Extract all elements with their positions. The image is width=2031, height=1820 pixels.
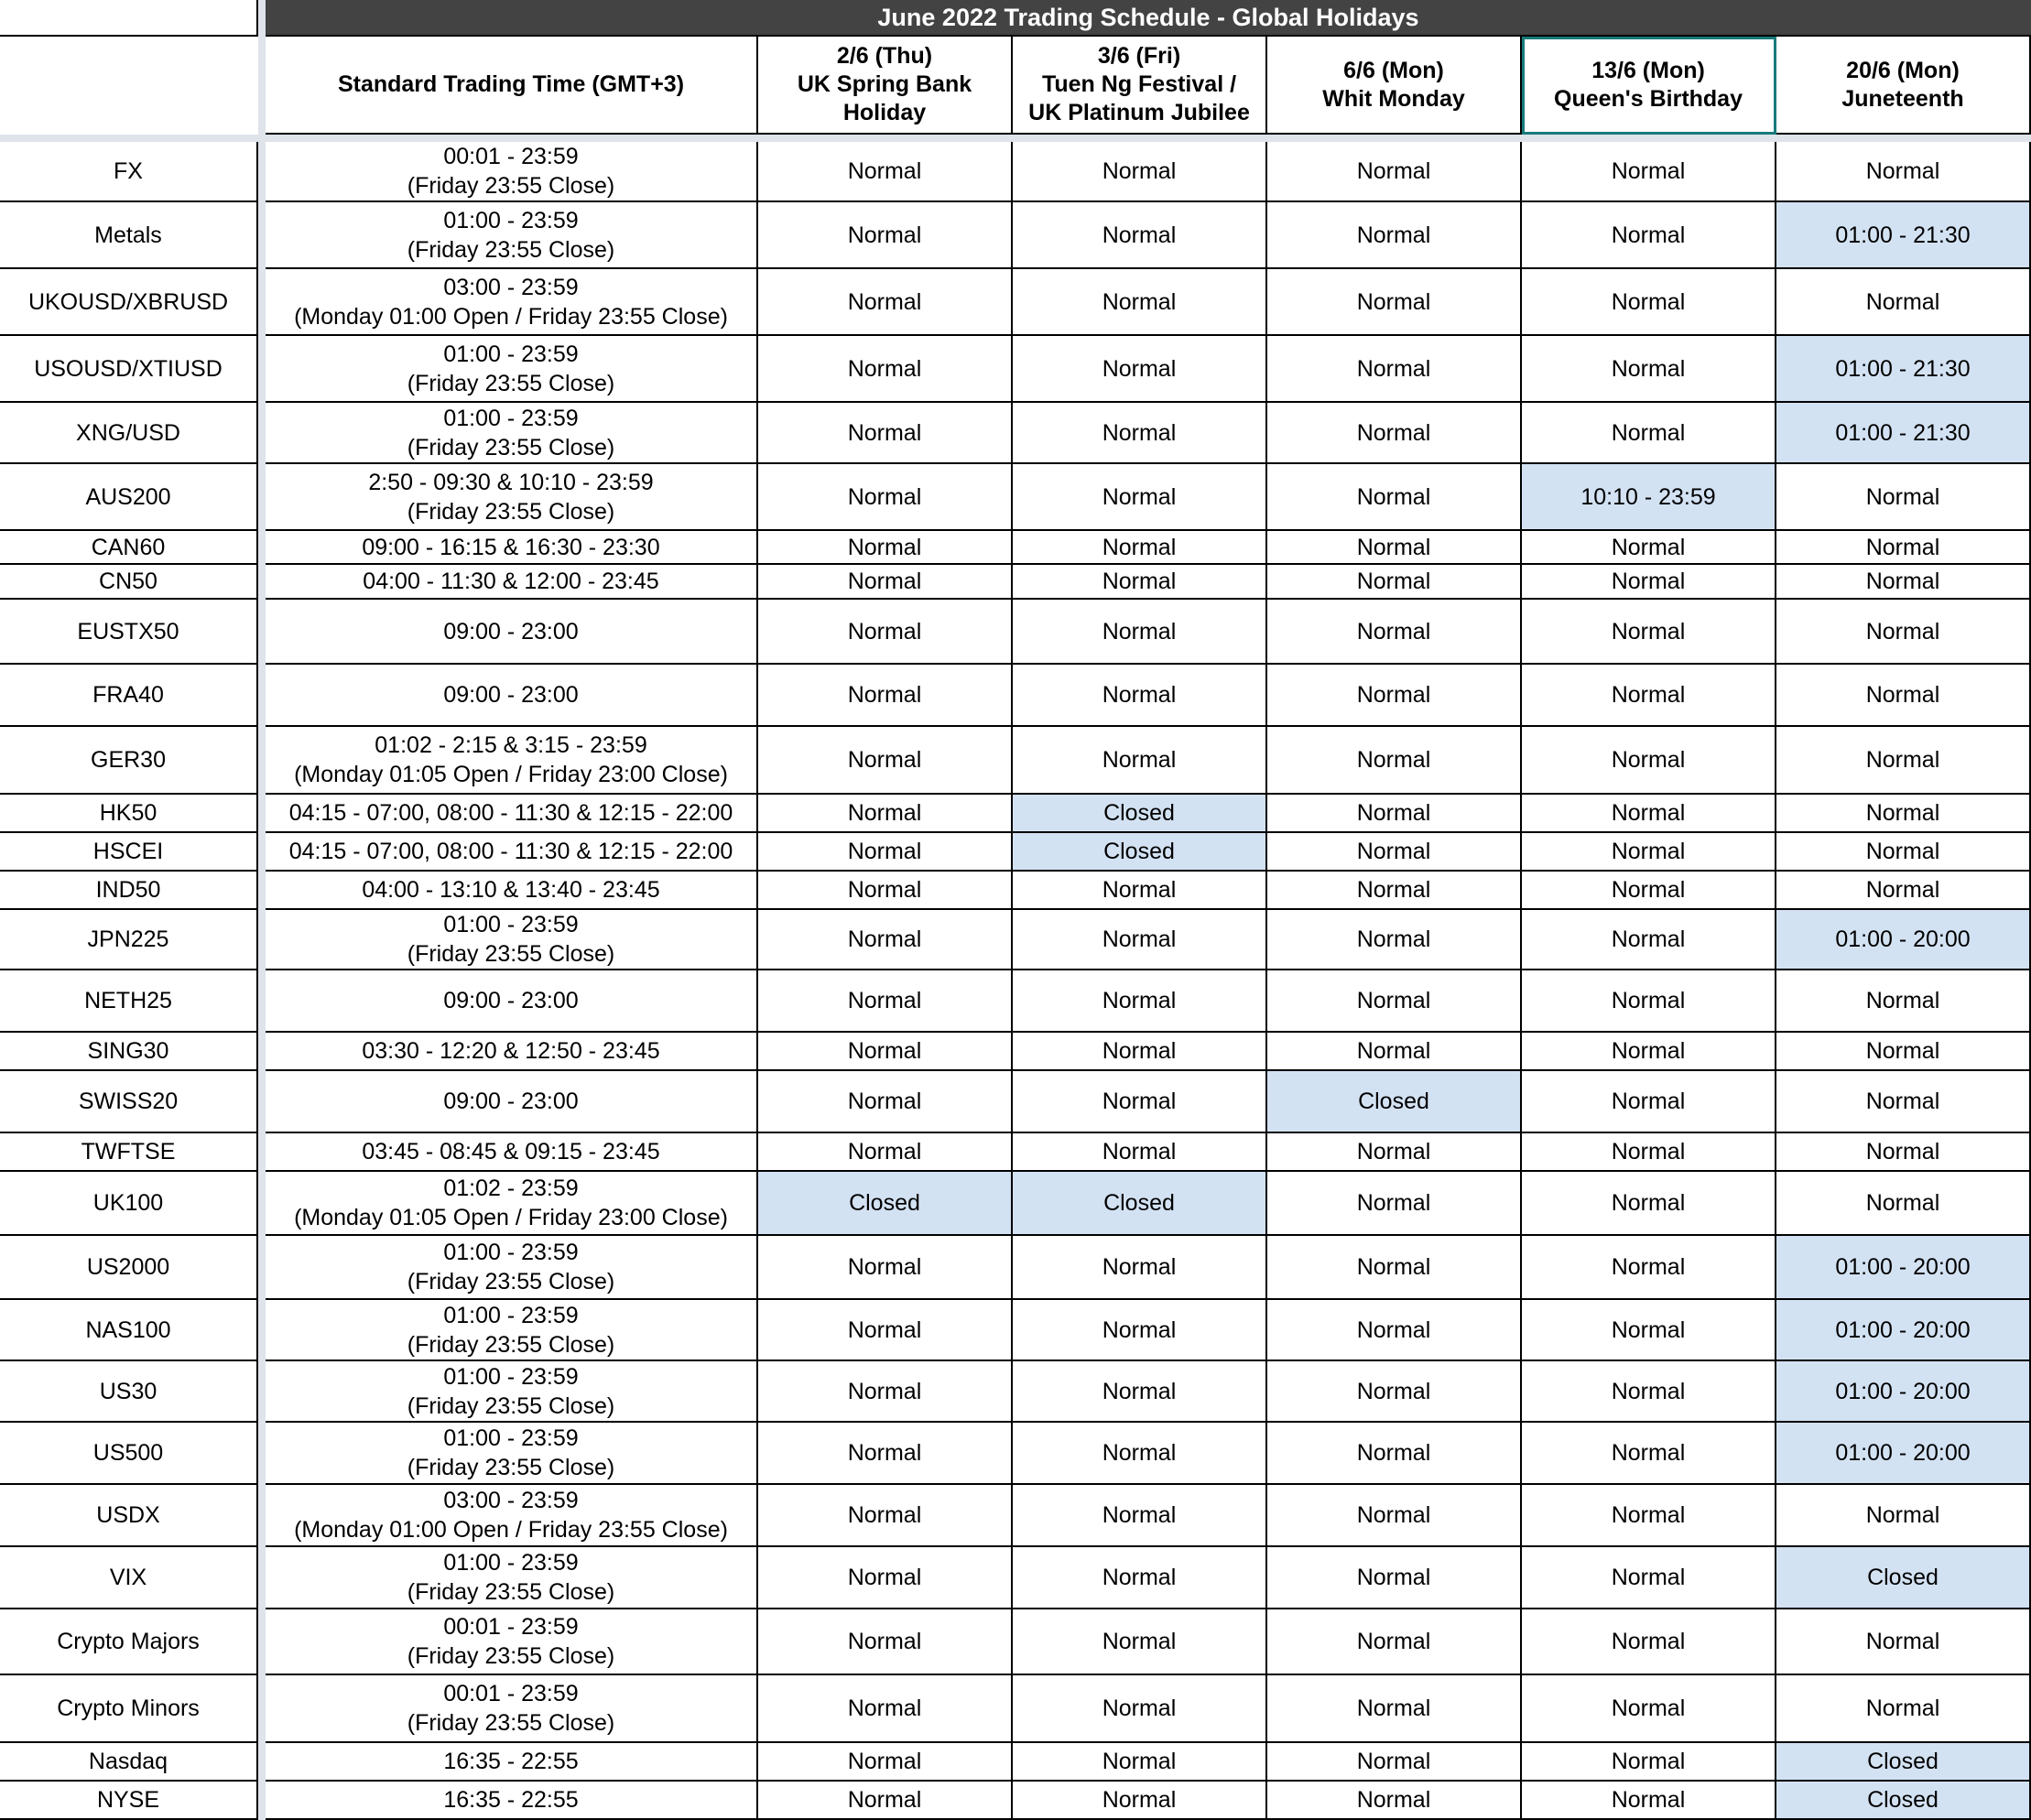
holiday-status-cell[interactable]: Normal bbox=[1267, 1675, 1522, 1743]
standard-time-cell[interactable]: 00:01 - 23:59 (Friday 23:55 Close) bbox=[266, 1609, 758, 1675]
holiday-status-cell[interactable]: Normal bbox=[1013, 202, 1267, 269]
holiday-status-cell[interactable]: Normal bbox=[758, 1782, 1013, 1820]
holiday-status-cell[interactable]: Normal bbox=[758, 1423, 1013, 1485]
holiday-status-cell[interactable]: Normal bbox=[1776, 531, 2031, 565]
holiday-status-cell[interactable]: Normal bbox=[1267, 1609, 1522, 1675]
holiday-status-cell[interactable]: Normal bbox=[1522, 336, 1776, 403]
holiday-status-cell[interactable]: Normal bbox=[758, 910, 1013, 970]
holiday-status-cell[interactable]: Normal bbox=[1522, 727, 1776, 795]
holiday-status-cell[interactable]: Normal bbox=[1267, 872, 1522, 910]
holiday-status-cell[interactable]: Normal bbox=[1776, 1133, 2031, 1172]
holiday-status-cell[interactable]: Normal bbox=[1522, 142, 1776, 202]
holiday-status-cell[interactable]: Normal bbox=[1013, 269, 1267, 336]
holiday-status-cell[interactable]: 01:00 - 20:00 bbox=[1776, 910, 2031, 970]
standard-time-cell[interactable]: 01:00 - 23:59 (Friday 23:55 Close) bbox=[266, 1236, 758, 1300]
holiday-status-cell[interactable]: Normal bbox=[758, 1071, 1013, 1133]
holiday-status-cell[interactable]: Normal bbox=[758, 833, 1013, 872]
holiday-status-cell[interactable]: Normal bbox=[1776, 600, 2031, 665]
holiday-status-cell[interactable]: Normal bbox=[1522, 1236, 1776, 1300]
holiday-status-cell[interactable]: Normal bbox=[1267, 1485, 1522, 1547]
holiday-status-cell[interactable]: Normal bbox=[758, 795, 1013, 833]
standard-time-cell[interactable]: 01:00 - 23:59 (Friday 23:55 Close) bbox=[266, 336, 758, 403]
holiday-status-cell[interactable]: Normal bbox=[758, 970, 1013, 1033]
column-header[interactable]: 6/6 (Mon) Whit Monday bbox=[1267, 37, 1522, 135]
holiday-status-cell[interactable]: 01:00 - 20:00 bbox=[1776, 1361, 2031, 1423]
holiday-status-cell[interactable]: Normal bbox=[1267, 1782, 1522, 1820]
holiday-status-cell[interactable]: Normal bbox=[1267, 665, 1522, 727]
standard-time-cell[interactable]: 2:50 - 09:30 & 10:10 - 23:59 (Friday 23:55 Close) bbox=[266, 464, 758, 531]
instrument-cell[interactable]: EUSTX50 bbox=[0, 600, 258, 665]
instrument-cell[interactable]: CN50 bbox=[0, 565, 258, 600]
holiday-status-cell[interactable]: Normal bbox=[1013, 336, 1267, 403]
standard-time-cell[interactable]: 01:00 - 23:59 (Friday 23:55 Close) bbox=[266, 1361, 758, 1423]
holiday-status-cell[interactable]: Normal bbox=[1267, 1423, 1522, 1485]
holiday-status-cell[interactable]: Normal bbox=[1522, 531, 1776, 565]
page-title[interactable]: June 2022 Trading Schedule - Global Holidays bbox=[266, 0, 2031, 37]
instrument-cell[interactable]: Crypto Minors bbox=[0, 1675, 258, 1743]
holiday-status-cell[interactable]: Normal bbox=[1267, 1547, 1522, 1609]
holiday-status-cell[interactable]: Normal bbox=[758, 1133, 1013, 1172]
holiday-status-cell[interactable]: Normal bbox=[1013, 464, 1267, 531]
holiday-status-cell[interactable]: Normal bbox=[1013, 665, 1267, 727]
holiday-status-cell[interactable]: Normal bbox=[1522, 833, 1776, 872]
holiday-status-cell[interactable]: Normal bbox=[1522, 269, 1776, 336]
holiday-status-cell[interactable]: Normal bbox=[1522, 1033, 1776, 1071]
holiday-status-cell[interactable]: Normal bbox=[1013, 1361, 1267, 1423]
holiday-status-cell[interactable]: Normal bbox=[1013, 910, 1267, 970]
holiday-status-cell[interactable]: Normal bbox=[1013, 1423, 1267, 1485]
instrument-cell[interactable]: USDX bbox=[0, 1485, 258, 1547]
holiday-status-cell[interactable]: Normal bbox=[1267, 1361, 1522, 1423]
holiday-status-cell[interactable]: 10:10 - 23:59 bbox=[1522, 464, 1776, 531]
instrument-cell[interactable]: JPN225 bbox=[0, 910, 258, 970]
holiday-status-cell[interactable]: Normal bbox=[1013, 727, 1267, 795]
holiday-status-cell[interactable]: Normal bbox=[1522, 1547, 1776, 1609]
holiday-status-cell[interactable]: Normal bbox=[1776, 1033, 2031, 1071]
instrument-cell[interactable]: NAS100 bbox=[0, 1300, 258, 1361]
holiday-status-cell[interactable]: Normal bbox=[758, 600, 1013, 665]
instrument-cell[interactable]: TWFTSE bbox=[0, 1133, 258, 1172]
instrument-cell[interactable]: NETH25 bbox=[0, 970, 258, 1033]
holiday-status-cell[interactable]: Normal bbox=[1522, 1485, 1776, 1547]
holiday-status-cell[interactable]: Normal bbox=[1267, 142, 1522, 202]
holiday-status-cell[interactable]: Normal bbox=[1522, 1609, 1776, 1675]
holiday-status-cell[interactable]: Normal bbox=[1267, 565, 1522, 600]
holiday-status-cell[interactable]: Normal bbox=[1522, 1133, 1776, 1172]
instrument-cell[interactable]: AUS200 bbox=[0, 464, 258, 531]
standard-time-cell[interactable]: 01:00 - 23:59 (Friday 23:55 Close) bbox=[266, 202, 758, 269]
holiday-status-cell[interactable]: Normal bbox=[758, 872, 1013, 910]
standard-time-cell[interactable]: 04:00 - 11:30 & 12:00 - 23:45 bbox=[266, 565, 758, 600]
holiday-status-cell[interactable]: Normal bbox=[1267, 1300, 1522, 1361]
holiday-status-cell[interactable]: Normal bbox=[1522, 1782, 1776, 1820]
instrument-cell[interactable]: US500 bbox=[0, 1423, 258, 1485]
holiday-status-cell[interactable]: Normal bbox=[1522, 1361, 1776, 1423]
holiday-status-cell[interactable]: Closed bbox=[1776, 1743, 2031, 1782]
holiday-status-cell[interactable]: Normal bbox=[1013, 1675, 1267, 1743]
standard-time-cell[interactable]: 01:02 - 23:59 (Monday 01:05 Open / Friday 23:00 Close) bbox=[266, 1172, 758, 1236]
holiday-status-cell[interactable]: Normal bbox=[1776, 727, 2031, 795]
holiday-status-cell[interactable]: Closed bbox=[1013, 833, 1267, 872]
holiday-status-cell[interactable]: Normal bbox=[1522, 970, 1776, 1033]
holiday-status-cell[interactable]: Normal bbox=[1267, 336, 1522, 403]
standard-time-cell[interactable]: 01:02 - 2:15 & 3:15 - 23:59 (Monday 01:05 Open / Friday 23:00 Close) bbox=[266, 727, 758, 795]
holiday-status-cell[interactable]: Normal bbox=[1267, 600, 1522, 665]
holiday-status-cell[interactable]: Normal bbox=[1522, 600, 1776, 665]
holiday-status-cell[interactable]: Normal bbox=[1267, 269, 1522, 336]
standard-time-cell[interactable]: 01:00 - 23:59 (Friday 23:55 Close) bbox=[266, 1423, 758, 1485]
holiday-status-cell[interactable]: Normal bbox=[758, 202, 1013, 269]
holiday-status-cell[interactable]: Closed bbox=[1013, 795, 1267, 833]
holiday-status-cell[interactable]: Normal bbox=[1013, 1300, 1267, 1361]
holiday-status-cell[interactable]: Normal bbox=[1522, 565, 1776, 600]
holiday-status-cell[interactable]: Normal bbox=[1522, 1423, 1776, 1485]
instrument-cell[interactable]: SING30 bbox=[0, 1033, 258, 1071]
holiday-status-cell[interactable]: Normal bbox=[1013, 1782, 1267, 1820]
holiday-status-cell[interactable]: Normal bbox=[1522, 910, 1776, 970]
holiday-status-cell[interactable]: 01:00 - 21:30 bbox=[1776, 403, 2031, 464]
holiday-status-cell[interactable]: Normal bbox=[758, 1547, 1013, 1609]
holiday-status-cell[interactable]: Normal bbox=[758, 565, 1013, 600]
instrument-cell[interactable]: HK50 bbox=[0, 795, 258, 833]
holiday-status-cell[interactable]: Normal bbox=[1013, 1236, 1267, 1300]
holiday-status-cell[interactable]: Normal bbox=[1013, 1743, 1267, 1782]
holiday-status-cell[interactable]: 01:00 - 20:00 bbox=[1776, 1300, 2031, 1361]
holiday-status-cell[interactable]: Normal bbox=[1776, 872, 2031, 910]
standard-time-cell[interactable]: 09:00 - 23:00 bbox=[266, 1071, 758, 1133]
column-header[interactable]: 20/6 (Mon) Juneteenth bbox=[1776, 37, 2031, 135]
holiday-status-cell[interactable]: Normal bbox=[758, 1300, 1013, 1361]
holiday-status-cell[interactable]: Normal bbox=[1013, 970, 1267, 1033]
holiday-status-cell[interactable]: Normal bbox=[758, 1485, 1013, 1547]
column-header[interactable]: 13/6 (Mon) Queen's Birthday bbox=[1522, 37, 1776, 135]
standard-time-cell[interactable]: 09:00 - 23:00 bbox=[266, 600, 758, 665]
holiday-status-cell[interactable]: Closed bbox=[1776, 1782, 2031, 1820]
instrument-cell[interactable]: GER30 bbox=[0, 727, 258, 795]
holiday-status-cell[interactable]: Normal bbox=[1013, 142, 1267, 202]
holiday-status-cell[interactable]: Normal bbox=[1267, 464, 1522, 531]
holiday-status-cell[interactable]: Normal bbox=[758, 269, 1013, 336]
holiday-status-cell[interactable]: Normal bbox=[1776, 1485, 2031, 1547]
holiday-status-cell[interactable]: Normal bbox=[1267, 403, 1522, 464]
instrument-cell[interactable]: US30 bbox=[0, 1361, 258, 1423]
instrument-cell[interactable]: VIX bbox=[0, 1547, 258, 1609]
holiday-status-cell[interactable]: Normal bbox=[758, 1609, 1013, 1675]
standard-time-cell[interactable]: 03:00 - 23:59 (Monday 01:00 Open / Friday 23:55 Close) bbox=[266, 269, 758, 336]
corner-cell[interactable] bbox=[0, 0, 258, 37]
holiday-status-cell[interactable]: Normal bbox=[758, 1743, 1013, 1782]
holiday-status-cell[interactable]: Normal bbox=[1522, 795, 1776, 833]
holiday-status-cell[interactable]: Normal bbox=[1776, 1071, 2031, 1133]
holiday-status-cell[interactable]: Normal bbox=[1013, 1485, 1267, 1547]
instrument-cell[interactable]: Nasdaq bbox=[0, 1743, 258, 1782]
holiday-status-cell[interactable]: Normal bbox=[1522, 872, 1776, 910]
frozen-column-divider[interactable] bbox=[258, 0, 266, 1820]
instrument-cell[interactable]: NYSE bbox=[0, 1782, 258, 1820]
holiday-status-cell[interactable]: Closed bbox=[758, 1172, 1013, 1236]
standard-time-cell[interactable]: 00:01 - 23:59 (Friday 23:55 Close) bbox=[266, 1675, 758, 1743]
standard-time-cell[interactable]: 16:35 - 22:55 bbox=[266, 1743, 758, 1782]
holiday-status-cell[interactable]: Normal bbox=[1267, 1172, 1522, 1236]
holiday-status-cell[interactable]: Normal bbox=[758, 464, 1013, 531]
instrument-cell[interactable]: Crypto Majors bbox=[0, 1609, 258, 1675]
holiday-status-cell[interactable]: Normal bbox=[1013, 600, 1267, 665]
standard-time-cell[interactable]: 03:00 - 23:59 (Monday 01:00 Open / Friday 23:55 Close) bbox=[266, 1485, 758, 1547]
holiday-status-cell[interactable]: Normal bbox=[1776, 1675, 2031, 1743]
holiday-status-cell[interactable]: Normal bbox=[1776, 665, 2031, 727]
holiday-status-cell[interactable]: Normal bbox=[758, 1236, 1013, 1300]
standard-time-cell[interactable]: 01:00 - 23:59 (Friday 23:55 Close) bbox=[266, 910, 758, 970]
holiday-status-cell[interactable]: 01:00 - 20:00 bbox=[1776, 1423, 2031, 1485]
holiday-status-cell[interactable]: Normal bbox=[758, 1361, 1013, 1423]
holiday-status-cell[interactable]: Normal bbox=[1267, 795, 1522, 833]
holiday-status-cell[interactable]: Normal bbox=[1776, 970, 2031, 1033]
standard-time-cell[interactable]: 01:00 - 23:59 (Friday 23:55 Close) bbox=[266, 403, 758, 464]
holiday-status-cell[interactable]: Normal bbox=[1522, 665, 1776, 727]
holiday-status-cell[interactable]: Normal bbox=[1267, 202, 1522, 269]
holiday-status-cell[interactable]: Normal bbox=[1776, 464, 2031, 531]
holiday-status-cell[interactable]: Normal bbox=[1522, 1071, 1776, 1133]
holiday-status-cell[interactable]: Normal bbox=[1776, 1609, 2031, 1675]
holiday-status-cell[interactable]: Normal bbox=[1267, 727, 1522, 795]
standard-time-cell[interactable]: 09:00 - 16:15 & 16:30 - 23:30 bbox=[266, 531, 758, 565]
instrument-cell[interactable]: USOUSD/XTIUSD bbox=[0, 336, 258, 403]
holiday-status-cell[interactable]: 01:00 - 21:30 bbox=[1776, 202, 2031, 269]
column-header[interactable]: Standard Trading Time (GMT+3) bbox=[266, 37, 758, 135]
instrument-cell[interactable]: Metals bbox=[0, 202, 258, 269]
standard-time-cell[interactable]: 04:15 - 07:00, 08:00 - 11:30 & 12:15 - 22:00 bbox=[266, 795, 758, 833]
holiday-status-cell[interactable]: Normal bbox=[1013, 531, 1267, 565]
holiday-status-cell[interactable]: Normal bbox=[758, 531, 1013, 565]
holiday-status-cell[interactable]: Normal bbox=[1267, 910, 1522, 970]
instrument-cell[interactable]: CAN60 bbox=[0, 531, 258, 565]
holiday-status-cell[interactable]: Normal bbox=[1013, 1071, 1267, 1133]
standard-time-cell[interactable]: 09:00 - 23:00 bbox=[266, 970, 758, 1033]
standard-time-cell[interactable]: 00:01 - 23:59 (Friday 23:55 Close) bbox=[266, 142, 758, 202]
instrument-cell[interactable]: XNG/USD bbox=[0, 403, 258, 464]
holiday-status-cell[interactable]: Normal bbox=[1776, 142, 2031, 202]
holiday-status-cell[interactable]: Normal bbox=[1776, 565, 2031, 600]
holiday-status-cell[interactable]: 01:00 - 20:00 bbox=[1776, 1236, 2031, 1300]
standard-time-cell[interactable]: 04:00 - 13:10 & 13:40 - 23:45 bbox=[266, 872, 758, 910]
holiday-status-cell[interactable]: Normal bbox=[1776, 269, 2031, 336]
standard-time-cell[interactable]: 16:35 - 22:55 bbox=[266, 1782, 758, 1820]
standard-time-cell[interactable]: 01:00 - 23:59 (Friday 23:55 Close) bbox=[266, 1547, 758, 1609]
holiday-status-cell[interactable]: Normal bbox=[758, 1675, 1013, 1743]
holiday-status-cell[interactable]: Normal bbox=[1013, 403, 1267, 464]
holiday-status-cell[interactable]: Normal bbox=[1776, 795, 2031, 833]
holiday-status-cell[interactable]: Normal bbox=[758, 727, 1013, 795]
holiday-status-cell[interactable]: Normal bbox=[1267, 1236, 1522, 1300]
holiday-status-cell[interactable]: Normal bbox=[1522, 1300, 1776, 1361]
standard-time-cell[interactable]: 03:30 - 12:20 & 12:50 - 23:45 bbox=[266, 1033, 758, 1071]
holiday-status-cell[interactable]: Normal bbox=[1013, 872, 1267, 910]
holiday-status-cell[interactable]: Normal bbox=[1267, 531, 1522, 565]
instrument-cell[interactable]: US2000 bbox=[0, 1236, 258, 1300]
holiday-status-cell[interactable]: Normal bbox=[1013, 1609, 1267, 1675]
holiday-status-cell[interactable]: Normal bbox=[1522, 1743, 1776, 1782]
holiday-status-cell[interactable]: Normal bbox=[1267, 1033, 1522, 1071]
holiday-status-cell[interactable]: Normal bbox=[758, 142, 1013, 202]
column-header[interactable]: 3/6 (Fri) Tuen Ng Festival / UK Platinum Jubilee bbox=[1013, 37, 1267, 135]
holiday-status-cell[interactable]: Normal bbox=[1013, 1547, 1267, 1609]
instrument-cell[interactable]: IND50 bbox=[0, 872, 258, 910]
holiday-status-cell[interactable]: Normal bbox=[1776, 1172, 2031, 1236]
standard-time-cell[interactable]: 04:15 - 07:00, 08:00 - 11:30 & 12:15 - 22:00 bbox=[266, 833, 758, 872]
instrument-cell[interactable]: SWISS20 bbox=[0, 1071, 258, 1133]
standard-time-cell[interactable]: 09:00 - 23:00 bbox=[266, 665, 758, 727]
holiday-status-cell[interactable]: Normal bbox=[1776, 833, 2031, 872]
standard-time-cell[interactable]: 01:00 - 23:59 (Friday 23:55 Close) bbox=[266, 1300, 758, 1361]
instrument-cell[interactable]: HSCEI bbox=[0, 833, 258, 872]
instrument-cell[interactable]: UK100 bbox=[0, 1172, 258, 1236]
holiday-status-cell[interactable]: 01:00 - 21:30 bbox=[1776, 336, 2031, 403]
holiday-status-cell[interactable]: Normal bbox=[1267, 833, 1522, 872]
holiday-status-cell[interactable]: Normal bbox=[1013, 565, 1267, 600]
holiday-status-cell[interactable]: Normal bbox=[758, 403, 1013, 464]
holiday-status-cell[interactable]: Normal bbox=[1522, 1675, 1776, 1743]
holiday-status-cell[interactable]: Normal bbox=[1522, 403, 1776, 464]
holiday-status-cell[interactable]: Closed bbox=[1013, 1172, 1267, 1236]
instrument-cell[interactable]: FRA40 bbox=[0, 665, 258, 727]
column-header[interactable]: 2/6 (Thu) UK Spring Bank Holiday bbox=[758, 37, 1013, 135]
holiday-status-cell[interactable]: Normal bbox=[758, 1033, 1013, 1071]
holiday-status-cell[interactable]: Normal bbox=[1267, 970, 1522, 1033]
frozen-row-divider[interactable] bbox=[0, 135, 2031, 142]
instrument-cell[interactable]: FX bbox=[0, 142, 258, 202]
holiday-status-cell[interactable]: Normal bbox=[1522, 202, 1776, 269]
standard-time-cell[interactable]: 03:45 - 08:45 & 09:15 - 23:45 bbox=[266, 1133, 758, 1172]
holiday-status-cell[interactable]: Normal bbox=[1267, 1133, 1522, 1172]
holiday-status-cell[interactable]: Normal bbox=[1013, 1133, 1267, 1172]
holiday-status-cell[interactable]: Closed bbox=[1776, 1547, 2031, 1609]
instrument-cell[interactable]: UKOUSD/XBRUSD bbox=[0, 269, 258, 336]
holiday-status-cell[interactable]: Normal bbox=[758, 336, 1013, 403]
holiday-status-cell[interactable]: Closed bbox=[1267, 1071, 1522, 1133]
holiday-status-cell[interactable]: Normal bbox=[1267, 1743, 1522, 1782]
holiday-status-cell[interactable]: Normal bbox=[758, 665, 1013, 727]
holiday-status-cell[interactable]: Normal bbox=[1522, 1172, 1776, 1236]
holiday-status-cell[interactable]: Normal bbox=[1013, 1033, 1267, 1071]
